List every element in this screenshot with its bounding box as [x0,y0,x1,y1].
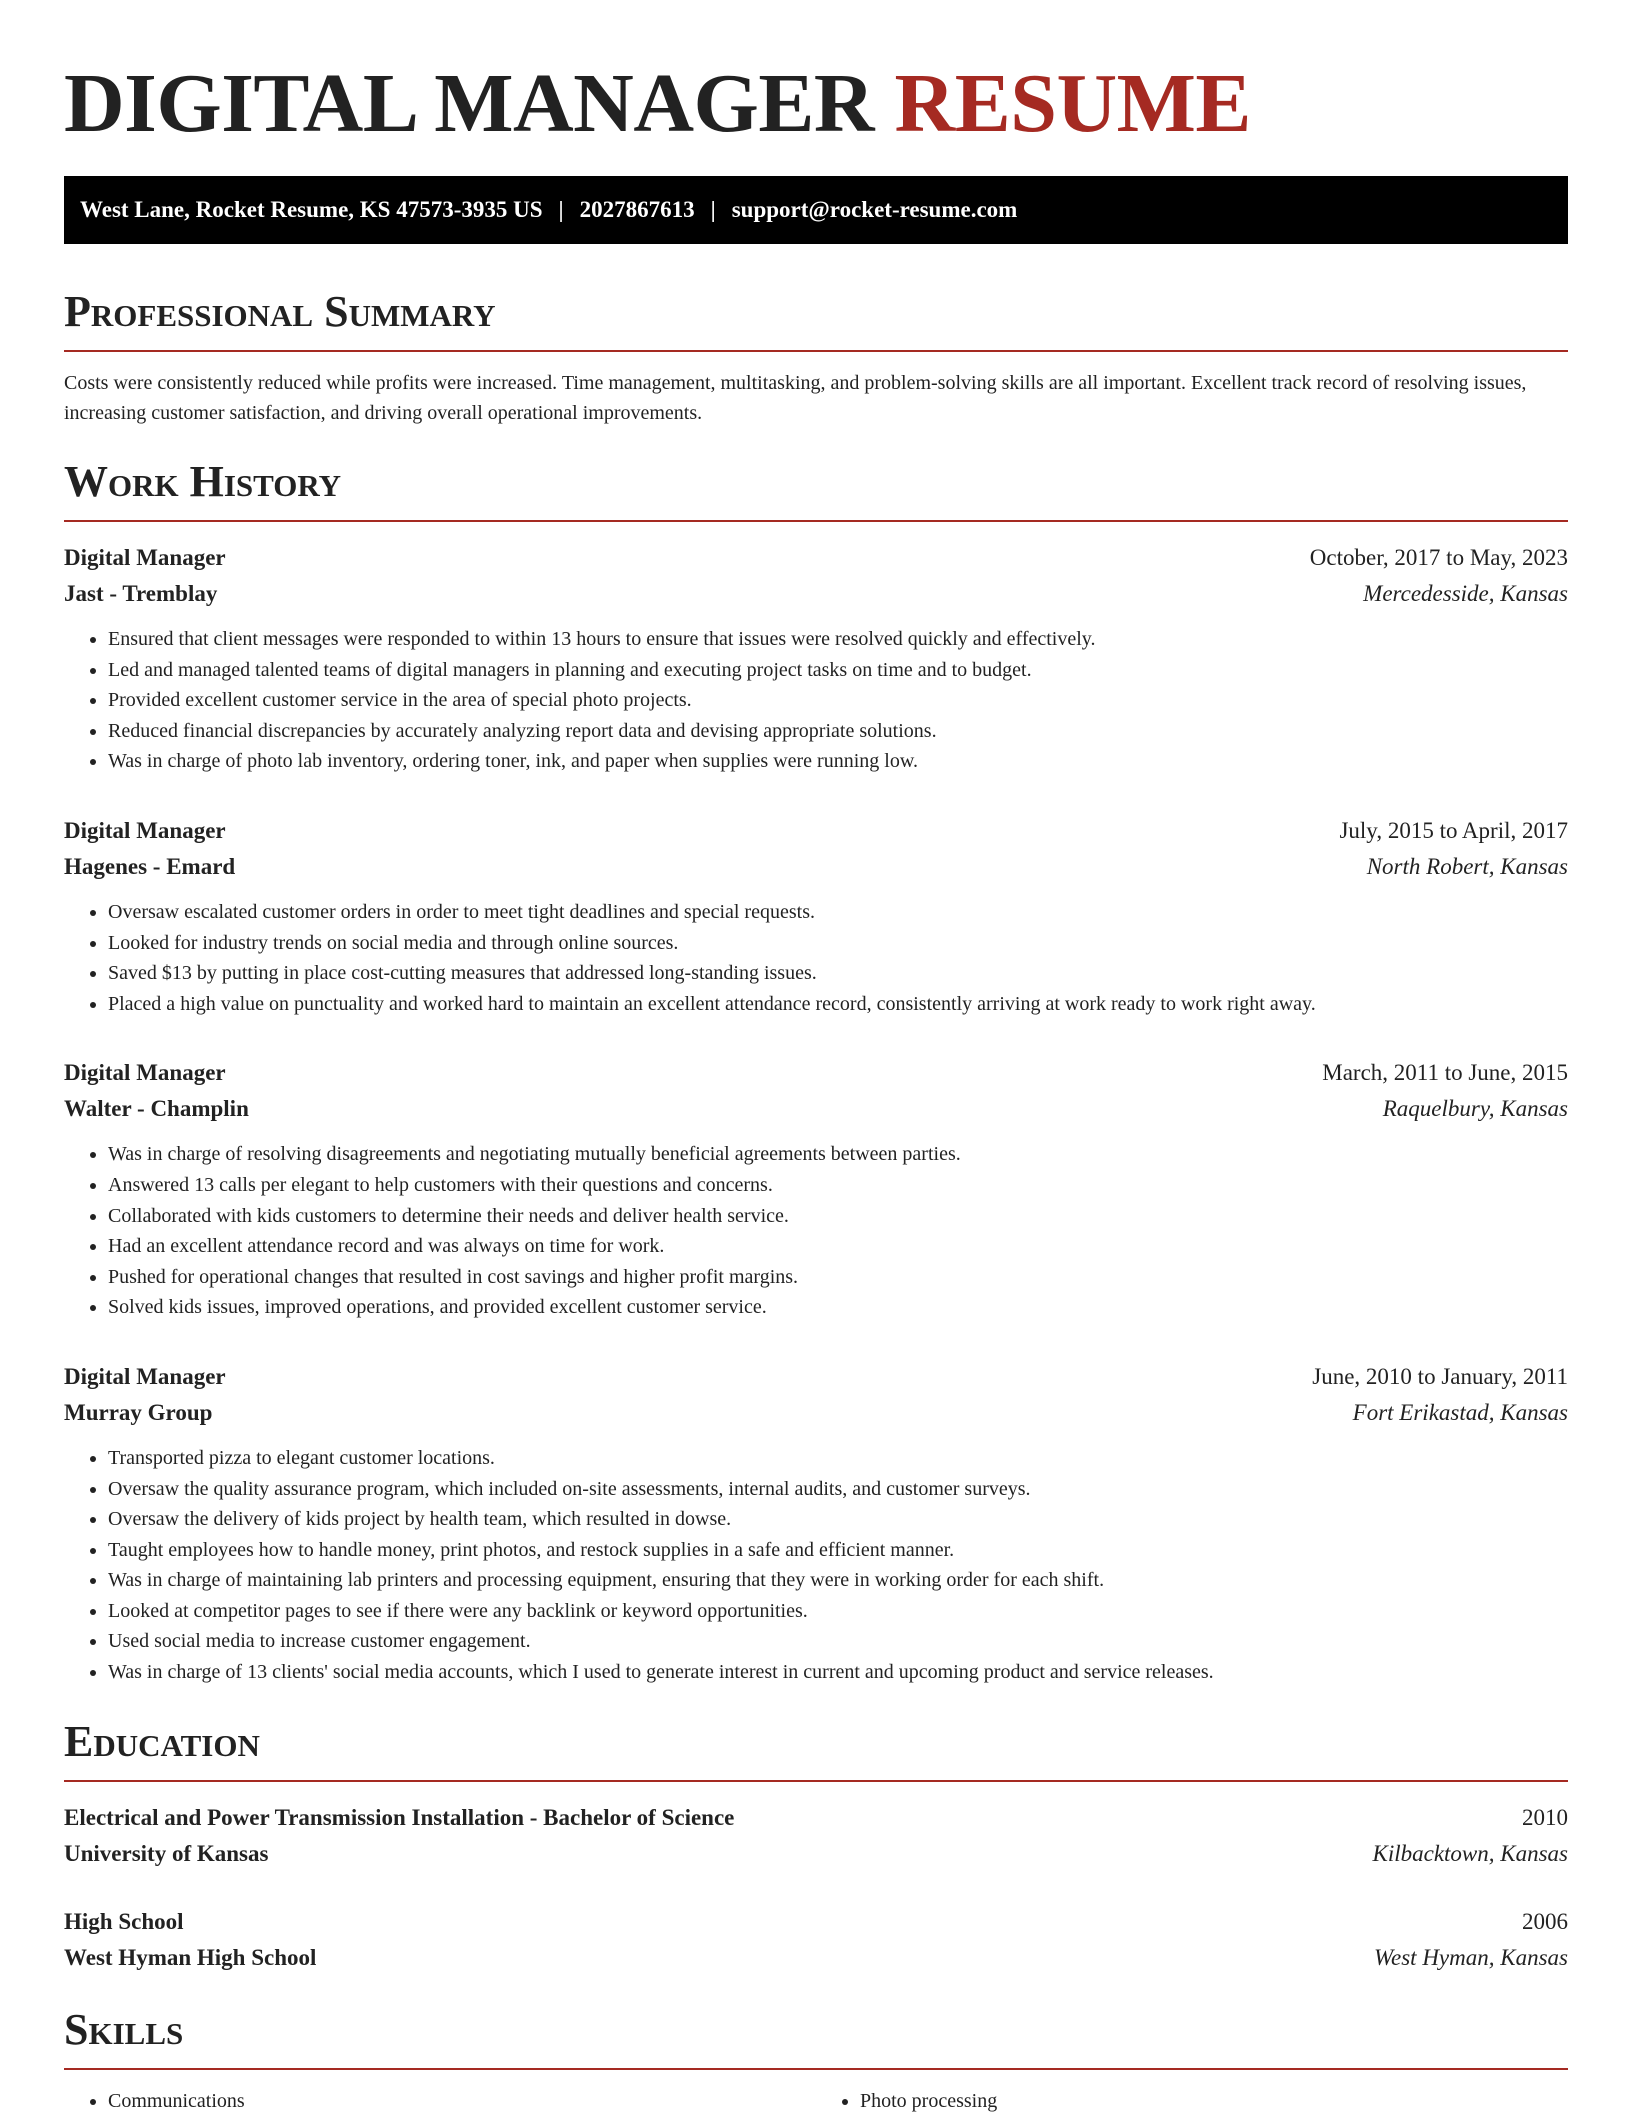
job-title: Digital Manager [64,817,226,843]
job-bullet: • Led and managed talented teams of digital managers in planning and executing project tasks on time and to budget. [108,655,1568,686]
resume-title-main: DIGITAL MANAGER [64,57,875,150]
job-bullet: • Transported pizza to elegant customer locations. [108,1443,1568,1474]
education-year: 2010 [1522,1804,1568,1830]
education-heading: Education [64,1716,1568,1782]
resume-title-accent: RESUME [894,57,1251,150]
job-bullet: • Looked at competitor pages to see if there were any backlink or keyword opportunities. [108,1596,1568,1627]
skills-list [64,2086,1568,2116]
job-bullet: • Reduced financial discrepancies by accurately analyzing report data and devising appropriate solutions. [108,716,1568,747]
professional-summary-text: Costs were consistently reduced while profits were increased. Time management, multitasking, and problem-solving skills are all important. Excellent track record of resolving issues, increasing customer satisfaction, and driving overall operational improvements. [64,372,1527,424]
skill-item: • Photo processing [860,2086,1568,2116]
education-location: Kilbacktown, Kansas [1372,1840,1568,1866]
work-history-heading: Work History [64,456,1568,522]
job-company: Hagenes - Emard [64,853,236,879]
job-bullet: • Oversaw escalated customer orders in order to meet tight deadlines and special requests. [108,897,1568,928]
contact-phone: 2027867613 [579,197,695,222]
skills-column-left [64,2086,816,2116]
education-location: West Hyman, Kansas [1373,1944,1568,1970]
job-bullet: • Answered 13 calls per elegant to help customers with their questions and concerns. [108,1170,1568,1201]
job-bullet: • Taught employees how to handle money, print photos, and restock supplies in a safe and efficient manner. [108,1535,1568,1566]
education-degree: High School [64,1908,184,1934]
job-bullet: • Was in charge of maintaining lab printers and processing equipment, ensuring that they were in working order for each shift. [108,1565,1568,1596]
contact-separator: | [710,197,716,222]
skill-item: • Communications [108,2086,816,2116]
contact-email: support@rocket-resume.com [731,197,1018,222]
job-company: Walter - Champlin [64,1096,249,1122]
skills-column-right [816,2086,1568,2116]
job-bullet: • Was in charge of photo lab inventory, ordering toner, ink, and paper when supplies were running low. [108,746,1568,777]
resume-title [64,56,1568,152]
job-title: Digital Manager [64,545,226,570]
job-bullet: • Solved kids issues, improved operations, and provided excellent customer service. [108,1292,1568,1323]
contact-bar [64,176,1568,244]
education-school: West Hyman High School [64,1944,317,1970]
job-entry [64,1055,1568,1323]
education-entry [64,1800,1568,1872]
job-bullet: • Oversaw the delivery of kids project by health team, which resulted in dowse. [108,1504,1568,1535]
job-dates: June, 2010 to January, 2011 [1312,1363,1568,1389]
job-bullet-list [64,1443,1568,1688]
job-bullet: • Saved $13 by putting in place cost-cutting measures that addressed long-standing issues. [108,958,1568,989]
education-entry [64,1904,1568,1976]
job-bullet: • Looked for industry trends on social media and through online sources. [108,928,1568,959]
job-title: Digital Manager [64,1060,226,1086]
job-dates: October, 2017 to May, 2023 [1309,545,1568,570]
job-bullet: • Had an excellent attendance record and was always on time for work. [108,1231,1568,1262]
job-location: Fort Erikastad, Kansas [1352,1399,1568,1425]
education-degree: Electrical and Power Transmission Installation - Bachelor of Science [64,1804,735,1830]
job-company: Jast - Tremblay [64,581,218,606]
job-bullet: • Placed a high value on punctuality and worked hard to maintain an excellent attendance record, consistently arriving at work ready to work right away. [108,989,1568,1020]
job-location: Raquelbury, Kansas [1382,1096,1568,1122]
job-bullet-list [64,624,1568,777]
job-location: Mercedesside, Kansas [1363,581,1568,606]
job-bullet: • Oversaw the quality assurance program, which included on-site assessments, internal audits, and customer surveys. [108,1474,1568,1505]
professional-summary-heading: Professional Summary [64,286,1568,352]
job-title: Digital Manager [64,1363,226,1389]
skills-heading: Skills [64,2004,1568,2070]
contact-separator: | [558,197,564,222]
job-bullet-list [64,897,1568,1019]
job-bullet: • Pushed for operational changes that resulted in cost savings and higher profit margins. [108,1262,1568,1293]
job-bullet: • Used social media to increase customer engagement. [108,1626,1568,1657]
contact-address: West Lane, Rocket Resume, KS 47573-3935 US [80,197,543,222]
job-dates: July, 2015 to April, 2017 [1339,817,1568,843]
job-entry [64,813,1568,1019]
job-bullet-list [64,1139,1568,1323]
job-bullet: • Ensured that client messages were responded to within 13 hours to ensure that issues were resolved quickly and effectively. [108,624,1568,655]
job-entry [64,540,1568,777]
job-entry [64,1359,1568,1688]
job-bullet: • Was in charge of 13 clients' social media accounts, which I used to generate interest in current and upcoming product and service releases. [108,1657,1568,1688]
job-company: Murray Group [64,1399,213,1425]
education-school: University of Kansas [64,1840,269,1866]
job-bullet: • Collaborated with kids customers to determine their needs and deliver health service. [108,1201,1568,1232]
job-dates: March, 2011 to June, 2015 [1322,1060,1568,1086]
job-bullet: • Was in charge of resolving disagreements and negotiating mutually beneficial agreements between parties. [108,1139,1568,1170]
job-location: North Robert, Kansas [1366,853,1568,879]
education-year: 2006 [1522,1908,1568,1934]
job-bullet: • Provided excellent customer service in the area of special photo projects. [108,685,1568,716]
